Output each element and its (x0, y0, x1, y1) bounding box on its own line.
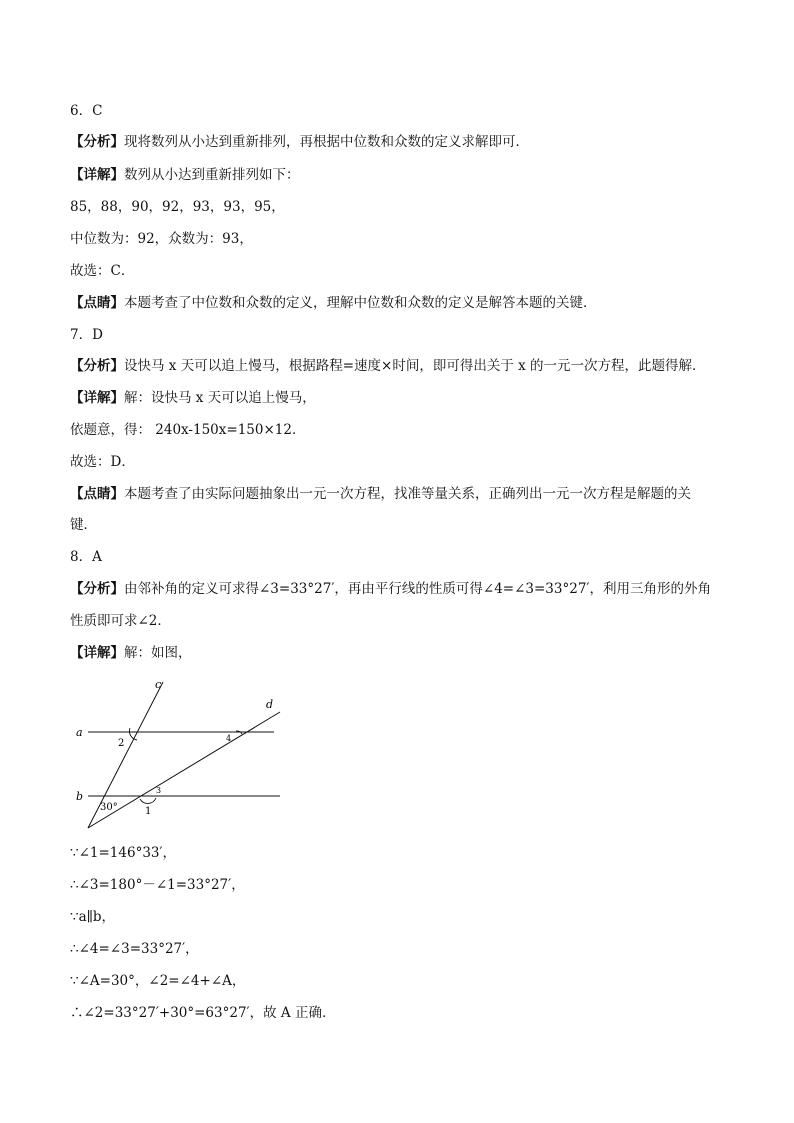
q7-comment-cont: 键． (70, 517, 97, 533)
label-2: 2 (118, 738, 125, 749)
comment-text: 本题考查了由实际问题抽象出一元一次方程，找准等量关系，正确列出一元一次方程是解题的关 (124, 486, 691, 502)
comment-tag: 【点睛】 (70, 486, 124, 502)
angle-1-arc (140, 798, 156, 803)
q6-answer: 6．C (70, 103, 103, 119)
q7-equation: 依题意，得： 240x-150x=150×12． (70, 422, 306, 438)
detail-tag: 【详解】 (70, 390, 124, 406)
detail-text: 解：如图， (124, 645, 192, 661)
detail-text: 解：设快马 x 天可以追上慢马， (124, 390, 316, 406)
q8-step: ∵∠A=30°，∠2=∠4+∠A， (70, 973, 246, 989)
q8-step: ∵∠1=146°33′， (70, 845, 177, 861)
q7-answer: 7．D (70, 327, 103, 343)
q6-median-mode: 中位数为：92，众数为：93， (70, 231, 253, 247)
q8-answer: 8．A (70, 549, 102, 565)
label-1: 1 (145, 806, 152, 817)
geometry-diagram (70, 674, 290, 834)
q6-detail (70, 166, 300, 184)
q8-detail (70, 644, 192, 662)
comment-tag: 【点睛】 (70, 295, 124, 311)
label-a: a (76, 726, 83, 739)
q8-step: ∴∠4=∠3=33°27′， (70, 941, 199, 957)
label-30-degree: 30° (100, 802, 118, 813)
detail-tag: 【详解】 (70, 167, 124, 183)
q8-analysis-cont: 性质即可求∠2． (70, 613, 171, 629)
q8-step: ∴∠3=180°－∠1=33°27′， (70, 877, 245, 893)
analysis-text: 由邻补角的定义可求得∠3=33°27′，再由平行线的性质可得∠4=∠3=33°27′，利用三角形的外角 (124, 581, 711, 597)
q7-analysis (70, 357, 706, 375)
label-c: c (155, 678, 162, 691)
q6-choice: 故选：C． (70, 263, 135, 279)
q8-analysis (70, 580, 711, 598)
analysis-text: 现将数列从小达到重新排列，再根据中位数和众数的定义求解即可． (124, 134, 529, 150)
detail-tag: 【详解】 (70, 645, 124, 661)
q6-analysis (70, 133, 529, 151)
detail-text: 数列从小达到重新排列如下： (124, 167, 300, 183)
label-d: d (266, 698, 274, 711)
analysis-tag: 【分析】 (70, 134, 124, 150)
q7-comment (70, 485, 691, 503)
analysis-text: 设快马 x 天可以追上慢马，根据路程=速度×时间，即可得出关于 x 的一元一次方程，此题得解． (124, 358, 706, 374)
q7-choice: 故选：D． (70, 454, 135, 470)
q6-sequence: 85，88，90，92，93，93，95， (70, 199, 285, 215)
analysis-tag: 【分析】 (70, 358, 124, 374)
analysis-tag: 【分析】 (70, 581, 124, 597)
label-3: 3 (156, 786, 162, 795)
label-4: 4 (226, 734, 232, 743)
q7-detail (70, 389, 316, 407)
q8-step: ∵a∥b， (70, 909, 116, 925)
label-b: b (76, 790, 84, 803)
q6-comment (70, 294, 597, 312)
q8-step: ∴∠2=33°27′+30°=63°27′，故 A 正确． (70, 1005, 336, 1021)
comment-text: 本题考查了中位数和众数的定义，理解中位数和众数的定义是解答本题的关键． (124, 295, 597, 311)
